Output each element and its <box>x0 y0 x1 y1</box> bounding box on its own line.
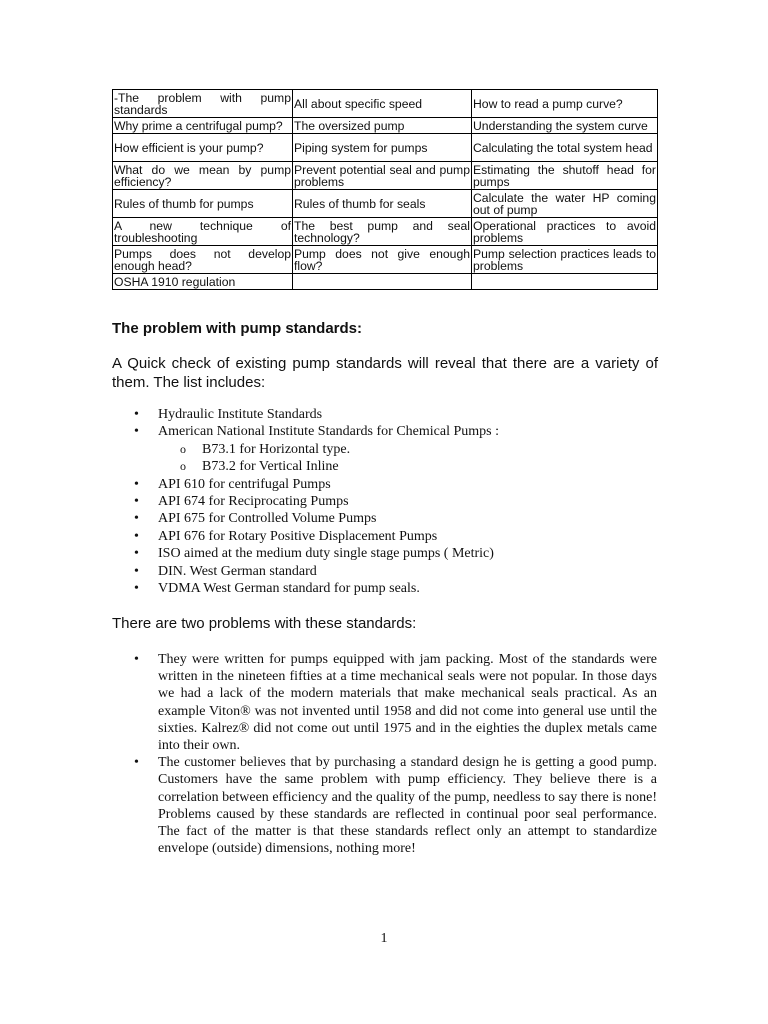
list-item <box>112 476 658 493</box>
list-item-text: API 610 for centrifugal Pumps <box>158 476 331 492</box>
table-cell: Calculating the total system head <box>472 134 658 162</box>
sub-list-item-text: B73.2 for Vertical Inline <box>202 459 339 475</box>
list-item <box>112 651 657 754</box>
list-item <box>112 493 658 510</box>
list-item-text: API 676 for Rotary Positive Displacement Pumps <box>158 528 438 544</box>
table-cell: Estimating the shutoff head for pumps <box>473 162 656 189</box>
table-row <box>113 218 658 246</box>
list-item <box>112 563 658 580</box>
list-item-text: Hydraulic Institute Standards <box>158 407 323 422</box>
list-item-text: They were written for pumps equipped with jam packing. Most of the standards were written in the nineteen fifties at a time mechanical seals were not popular. In those days we had a lack of the modern materials that make mechanical seals practical. As an example Viton® was not invented until 1958 and did not come into general use until the sixties. Kalrez® did not come out until 1975 and in the eighties the duplex metals came into their own. <box>158 652 657 754</box>
table-cell: Rules of thumb for seals <box>293 190 472 218</box>
table-cell: The oversized pump <box>293 118 472 134</box>
list-item <box>112 510 658 527</box>
problems-list <box>112 651 657 857</box>
table-cell: Piping system for pumps <box>293 134 472 162</box>
list-item <box>112 406 658 423</box>
list-item-text: DIN. West German standard <box>158 563 317 579</box>
table-row <box>113 118 658 134</box>
list-item <box>112 754 657 857</box>
table-cell: Rules of thumb for pumps <box>113 190 293 218</box>
list-item <box>112 423 658 475</box>
table-cell: How to read a pump curve? <box>472 90 658 118</box>
table-row <box>113 274 658 290</box>
table-cell: Calculate the water HP coming out of pump <box>473 190 656 217</box>
table-cell: Prevent potential seal and pump problems <box>294 162 470 189</box>
list-item <box>112 580 658 597</box>
table-cell: All about specific speed <box>293 90 472 118</box>
table-cell: The best pump and seal technology? <box>294 218 470 245</box>
table-cell: OSHA 1910 regulation <box>113 274 293 290</box>
list-item <box>112 528 658 545</box>
table-cell: A new technique of troubleshooting <box>114 218 291 245</box>
table-row <box>113 190 658 218</box>
sub-list-item <box>158 441 658 458</box>
table-row <box>113 246 658 274</box>
table-cell: Pumps does not develop enough head? <box>114 246 291 273</box>
list-item-text: ISO aimed at the medium duty single stage pumps ( Metric) <box>158 546 494 562</box>
table-cell <box>472 274 658 290</box>
topics-table <box>112 89 658 290</box>
table-cell: How efficient is your pump? <box>113 134 293 162</box>
standards-list <box>112 406 658 597</box>
list-item-text: API 675 for Controlled Volume Pumps <box>158 511 377 527</box>
table-cell <box>293 274 472 290</box>
table-cell: Pump does not give enough flow? <box>294 246 470 273</box>
list-item <box>112 545 658 562</box>
table-cell: Operational practices to avoid problems <box>473 218 656 245</box>
list-item-text: The customer believes that by purchasing a standard design he is getting a good pump. Customers have the same problem with pump efficiency. They believe there is a correlation between efficiency and the quality of the pump, needless to say there is none! Problems caused by these standards are reflected in continual poor seal performance. The fact of the matter is that these standards reflect only an attempt to standardize envelope (outside) dimensions, nothing more! <box>158 755 657 857</box>
page-number: 1 <box>380 931 388 946</box>
sub-list-item-text: B73.1 for Horizontal type. <box>202 441 351 457</box>
intro-paragraph: A Quick check of existing pump standards will reveal that there are a variety of them. The list includes: <box>112 355 658 391</box>
section-title: The problem with pump standards: <box>112 320 363 337</box>
table-cell: What do we mean by pump efficiency? <box>114 162 291 189</box>
table-row <box>113 134 658 162</box>
problems-heading: There are two problems with these standards: <box>112 615 417 632</box>
table-row <box>113 90 658 118</box>
ansi-sublist <box>158 441 658 476</box>
list-item-text: VDMA West German standard for pump seals. <box>158 581 420 597</box>
table-cell: Understanding the system curve <box>472 118 658 134</box>
list-item-text: API 674 for Reciprocating Pumps <box>158 494 349 510</box>
sub-list-item <box>158 458 658 475</box>
table-cell: Why prime a centrifugal pump? <box>113 118 293 134</box>
list-item-text: American National Institute Standards for Chemical Pumps : <box>158 424 499 440</box>
table-row <box>113 162 658 190</box>
table-cell: -The problem with pump standards <box>114 90 291 117</box>
table-cell: Pump selection practices leads to problems <box>473 246 656 273</box>
